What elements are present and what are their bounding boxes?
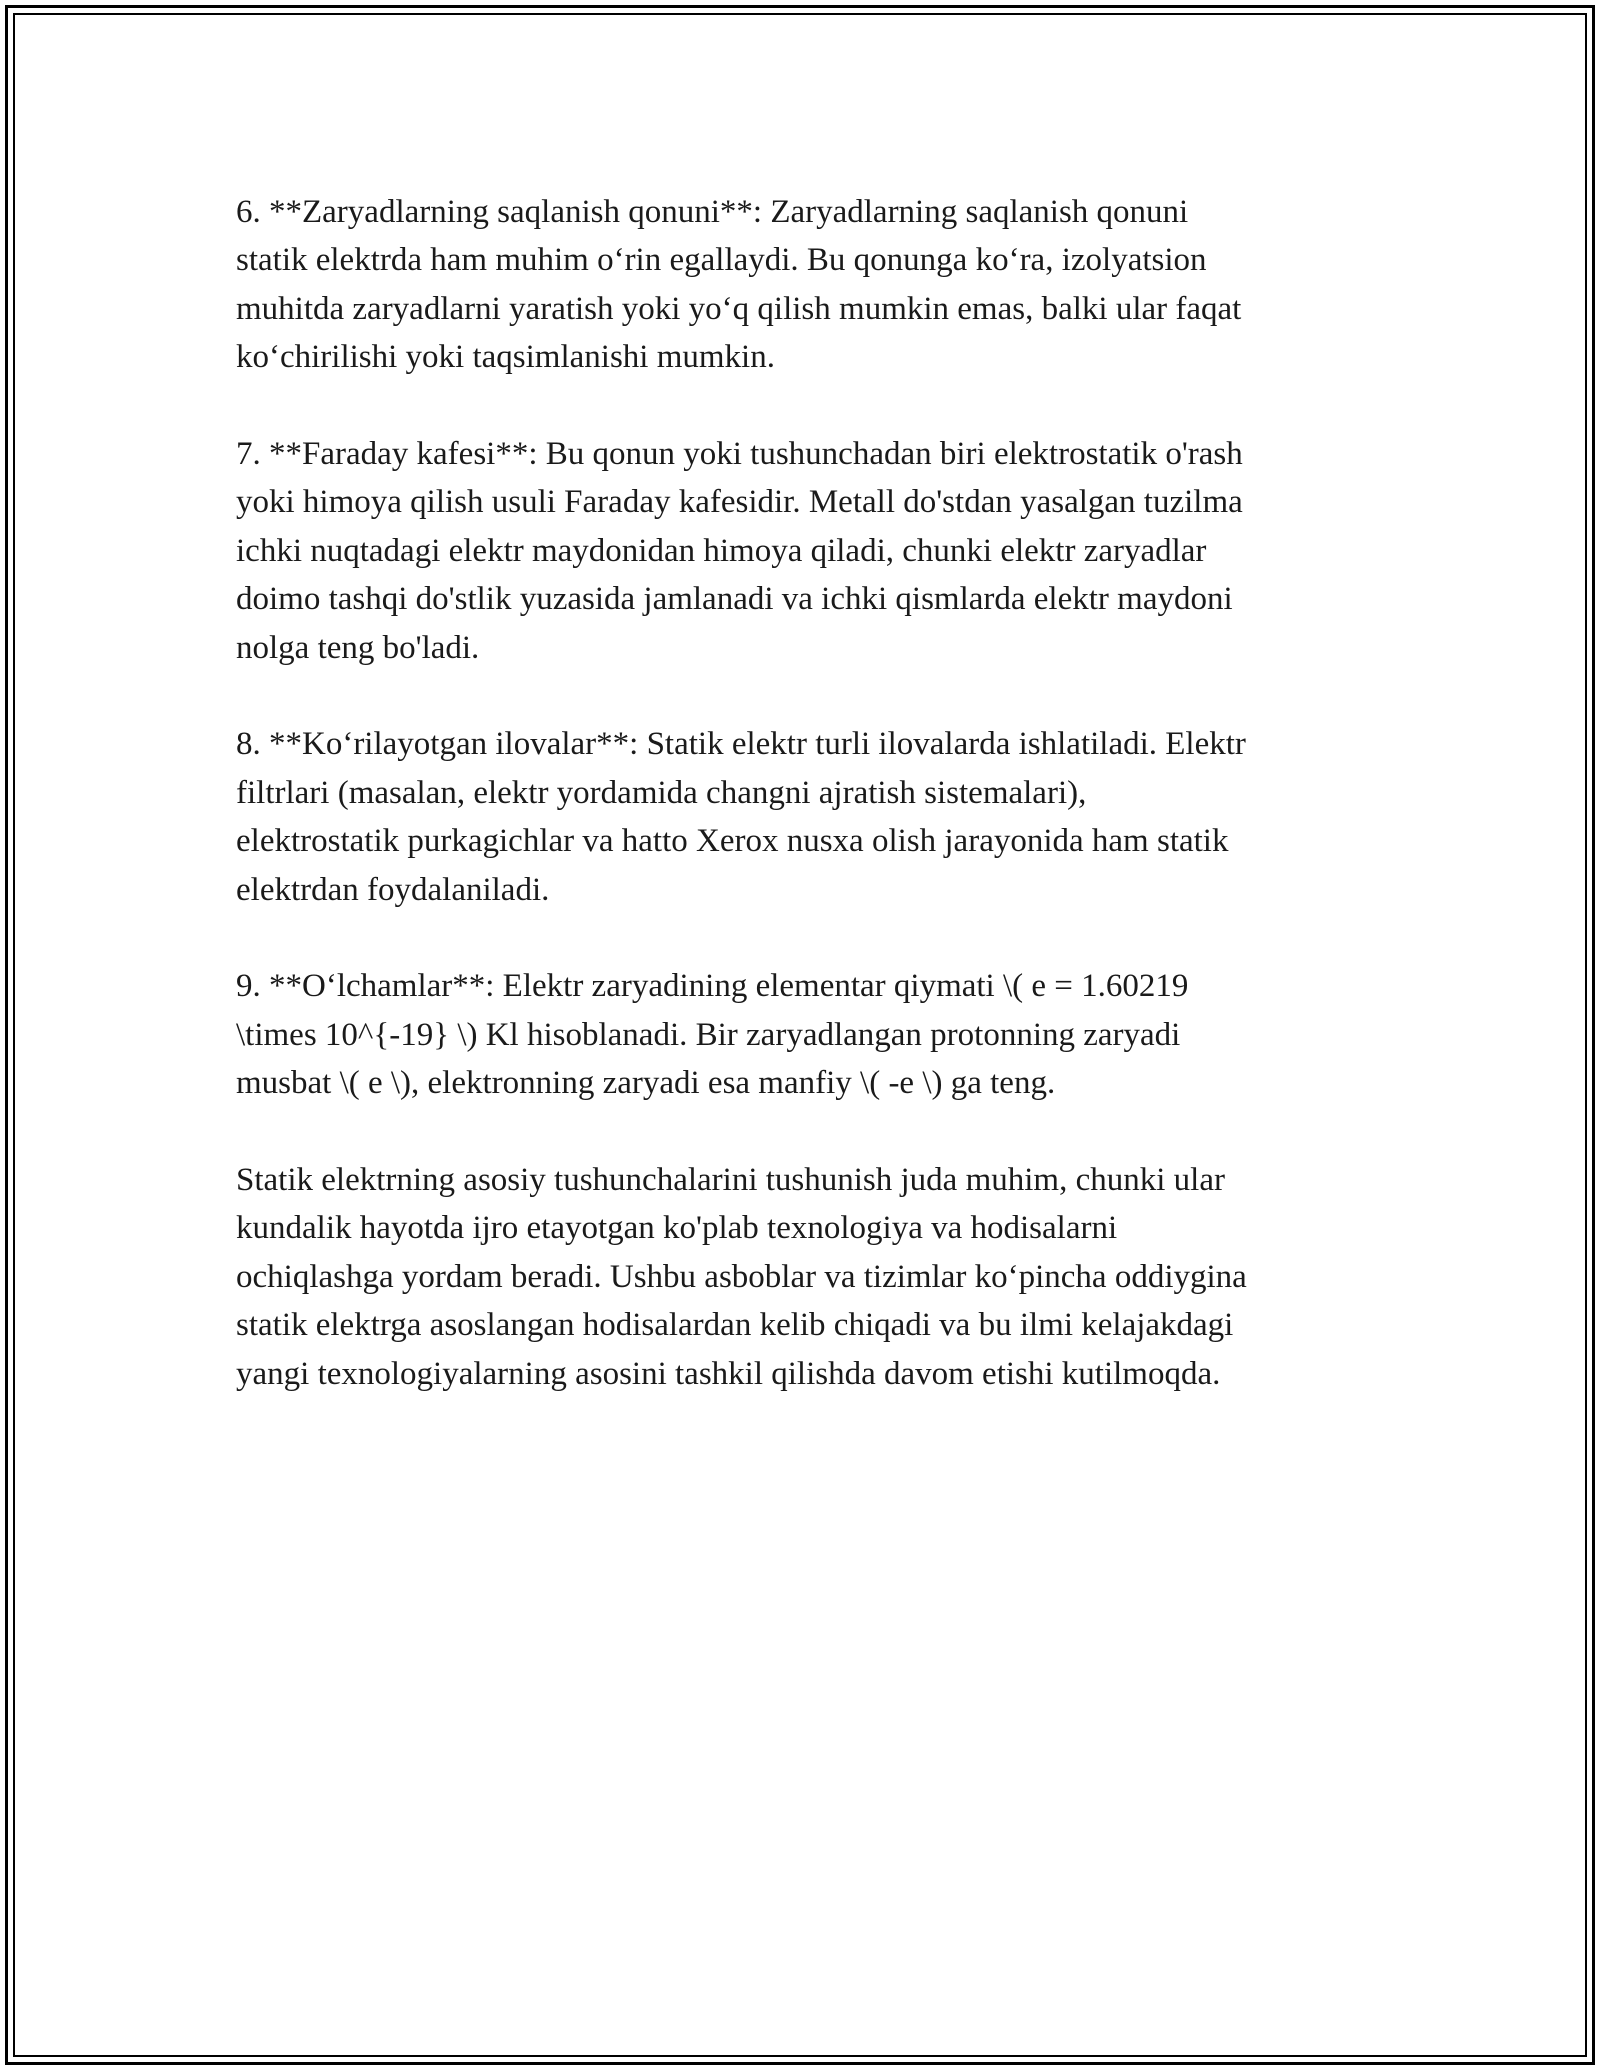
paragraph-faraday-cage: 7. **Faraday kafesi**: Bu qonun yoki tushunchadan biri elektrostatik o'rash yoki himoya qilish usuli Faraday kafesidir. Metall do'stdan yasalgan tuzilma ichki nuqtadagi elektr maydonidan himoya qiladi, chunki elektr zaryadlar doimo tashqi do'stlik yuzasida jamlanadi va ichki qismlarda elektr maydoni nolga teng bo'ladi.: [236, 436, 1243, 666]
paragraph-applications: 8. **Ko‘rilayotgan ilovalar**: Statik elektr turli ilovalarda ishlatiladi. Elektr filtrlari (masalan, elektr yordamida changni ajratish sistemalari), elektrostatik purkagichlar va hatto Xerox nusxa olish jarayonida ham statik elektrdan foydalaniladi.: [236, 726, 1246, 908]
paragraph-measurements: 9. **O‘lchamlar**: Elektr zaryadining elementar qiymati \( e = 1.60219 \times 10^{-19} \) Kl hisoblanadi. Bir zaryadlangan protonning zaryadi musbat \( e \), elektronning zaryadi esa manfiy \( -e \) ga teng.: [236, 968, 1189, 1102]
paragraph-charge-conservation: 6. **Zaryadlarning saqlanish qonuni**: Zaryadlarning saqlanish qonuni statik elektrda ham muhim o‘rin egallaydi. Bu qonunga ko‘ra, izolyatsion muhitda zaryadlarni yaratish yoki yo‘q qilish mumkin emas, balki ular faqat ko‘chirilishi yoki taqsimlanishi mumkin.: [236, 194, 1242, 376]
paragraph-conclusion: Statik elektrning asosiy tushunchalarini tushunish juda muhim, chunki ular kundalik hayotda ijro etayotgan ko'plab texnologiya va hodisalarni ochiqlashga yordam beradi. Ushbu asboblar va tizimlar ko‘pincha oddiygina statik elektrga asoslangan hodisalardan kelib chiqadi va bu ilmi kelajakdagi yangi texnologiyalarning asosini tashkil qilishda davom etishi kutilmoqda.: [236, 1162, 1247, 1392]
document-body: [236, 188, 1376, 1446]
